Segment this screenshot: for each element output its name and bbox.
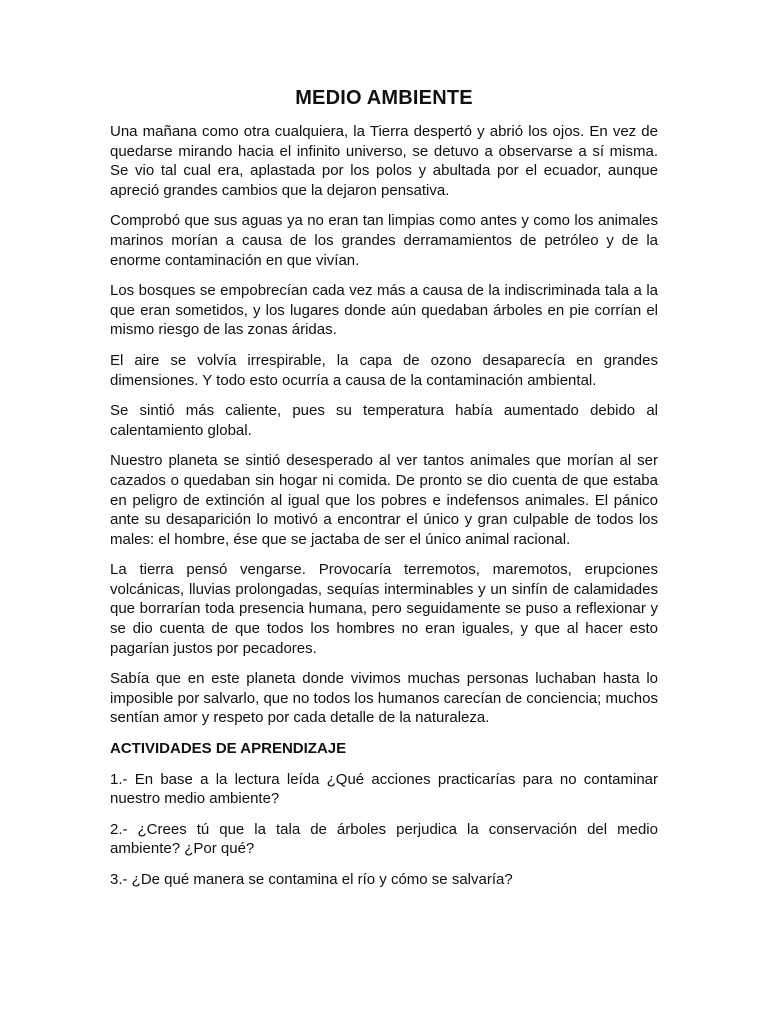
paragraph-4: El aire se volvía irrespirable, la capa de ozono desaparecía en grandes dimensiones. Y todo esto ocurría a causa de la contaminación ambiental. xyxy=(110,351,658,389)
paragraph-2: Comprobó que sus aguas ya no eran tan limpias como antes y como los animales marinos morían a causa de los grandes derramamientos de petróleo y de la enorme contaminación en que vivían. xyxy=(110,212,658,269)
paragraph-3: Los bosques se empobrecían cada vez más a causa de la indiscriminada tala a la que eran sometidos, y los lugares donde aún quedaban árboles en pie corrían el mismo riesgo de las zonas áridas. xyxy=(110,282,658,339)
activities-heading: ACTIVIDADES DE APRENDIZAJE xyxy=(110,740,347,758)
question-2: 2.- ¿Crees tú que la tala de árboles perjudica la conservación del medio ambiente? ¿Por qué? xyxy=(110,820,658,858)
paragraph-6: Nuestro planeta se sintió desesperado al ver tantos animales que morían al ser cazados o quedaban sin hogar ni comida. De pronto se dio cuenta de que estaba en peligro de extinción al igual que los pobres e indefensos animales. El pánico ante su desaparición lo motivó a encontrar el único y gran culpable de todos los males: el hombre, ése que se jactaba de ser el único animal racional. xyxy=(110,452,658,548)
document-title: MEDIO AMBIENTE xyxy=(295,87,473,109)
question-3: 3.- ¿De qué manera se contamina el río y cómo se salvaría? xyxy=(110,871,513,888)
paragraph-5: Se sintió más caliente, pues su temperatura había aumentado debido al calentamiento global. xyxy=(110,402,658,439)
question-1: 1.- En base a la lectura leída ¿Qué acciones practicarías para no contaminar nuestro medio ambiente? xyxy=(110,770,658,808)
paragraph-8: Sabía que en este planeta donde vivimos muchas personas luchaban hasta lo imposible por salvarlo, que no todos los humanos carecían de conciencia; muchos sentían amor y respeto por cada detalle de la naturaleza. xyxy=(110,670,658,727)
paragraph-1: Una mañana como otra cualquiera, la Tierra despertó y abrió los ojos. En vez de quedarse mirando hacia el infinito universo, se detuvo a observarse a sí misma. Se vio tal cual era, aplastada por los polos y abultada por el ecuador, aunque apreció grandes cambios que la dejaron pensativa. xyxy=(110,123,658,199)
paragraph-7: La tierra pensó vengarse. Provocaría terremotos, maremotos, erupciones volcánicas, lluvias prolongadas, sequías interminables y un sinfín de calamidades que borrarían toda presencia humana, pero seguidamente se puso a reflexionar y se dio cuenta de que todos los hombres no eran iguales, y que al hacer esto pagarían justos por pecadores. xyxy=(110,561,658,657)
